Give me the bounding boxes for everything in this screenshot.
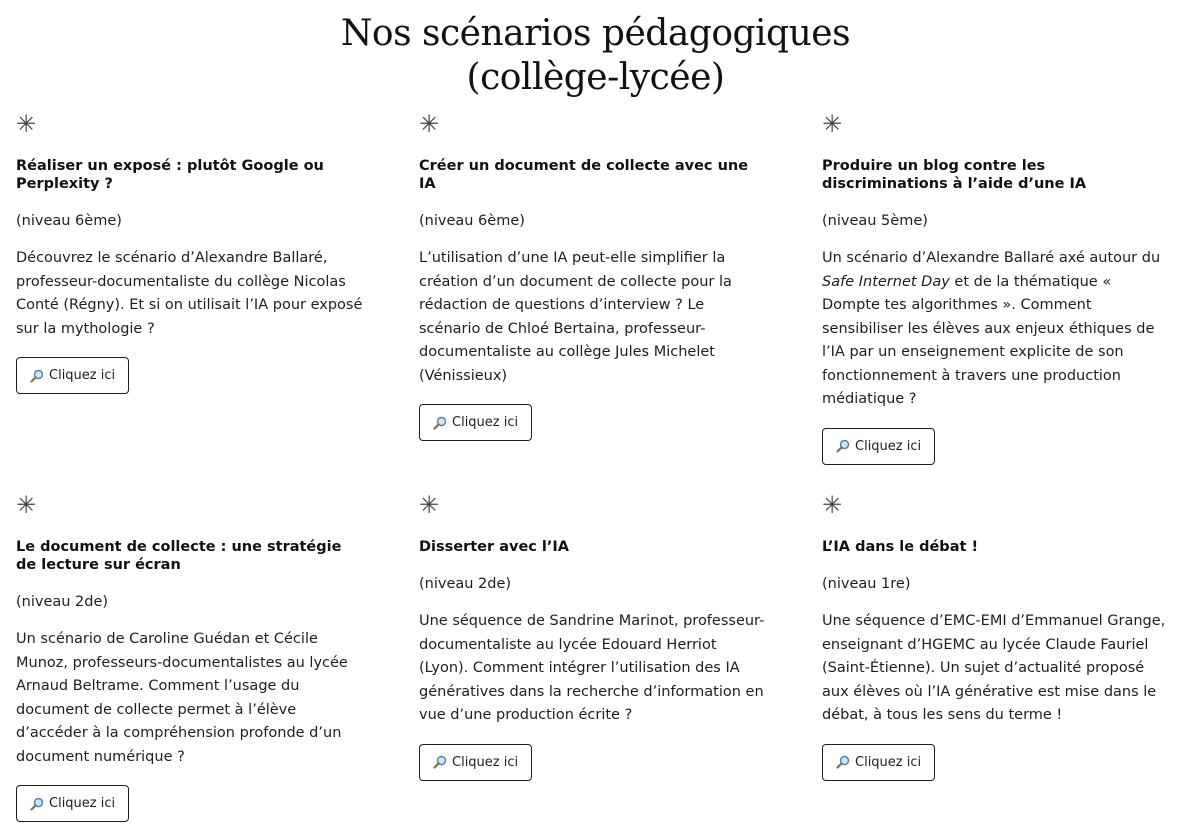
- description-text: et de la thématique « Dompte tes algorithmes ». Comment sensibiliser les élèves aux enjeux éthiques de l’IA par un enseignement explicite de son fonctionnement à travers une production médiatique ?: [822, 273, 1155, 407]
- magnifier-icon: [836, 439, 850, 453]
- card-level: (niveau 1re): [822, 576, 911, 592]
- button-label: Cliquez ici: [49, 796, 116, 811]
- asterisk-star-icon: ✳: [822, 110, 843, 138]
- scenario-card-5: [419, 491, 769, 781]
- button-label: Cliquez ici: [452, 415, 519, 430]
- cliquez-ici-button[interactable]: [822, 428, 935, 465]
- asterisk-star-icon: ✳: [419, 491, 440, 519]
- button-label: Cliquez ici: [452, 754, 519, 770]
- card-level: (niveau 2de): [419, 576, 512, 592]
- card-title: Produire un blog contre les discriminations à l’aide d’une IA: [822, 158, 1087, 192]
- scenario-card-4: [16, 491, 366, 822]
- scenario-card-6: [822, 491, 1172, 781]
- button-label: Cliquez ici: [855, 438, 922, 454]
- button-label: Cliquez ici: [855, 754, 922, 770]
- card-level: (niveau 2de): [16, 594, 109, 610]
- scenario-card-3: [822, 110, 1172, 465]
- cliquez-ici-button[interactable]: [419, 404, 532, 441]
- asterisk-star-icon: ✳: [16, 491, 37, 519]
- card-description: [822, 247, 1172, 412]
- card-description: Découvrez le scénario d’Alexandre Ballaré, professeur-documentaliste du collège Nicolas Conté (Régny). Et si on utilisait l’IA pour exposé sur la mythologie ?: [16, 250, 363, 337]
- page-title-line-1: Nos scénarios pédagogiques: [340, 13, 851, 54]
- card-title: Réaliser un exposé : plutôt Google ou Perplexity ?: [16, 158, 324, 192]
- button-label: Cliquez ici: [49, 368, 116, 383]
- description-emphasis: Safe Internet Day: [822, 273, 950, 290]
- scenario-card-1: [16, 110, 366, 394]
- asterisk-star-icon: ✳: [822, 491, 843, 519]
- cliquez-ici-button[interactable]: [16, 357, 129, 394]
- card-level: (niveau 6ème): [16, 213, 122, 229]
- card-description: Une séquence d’EMC-EMI d’Emmanuel Grange, enseignant d’HGEMC au lycée Claude Fauriel (Saint-Étienne). Un sujet d’actualité proposé aux élèves où l’IA générative est mise dans le débat, à tous les sens du terme !: [822, 613, 1166, 723]
- card-title: L’IA dans le débat !: [822, 539, 979, 555]
- magnifier-icon: [433, 416, 447, 430]
- card-title: Créer un document de collecte avec une IA: [419, 158, 749, 192]
- cliquez-ici-button[interactable]: [16, 785, 129, 822]
- cliquez-ici-button[interactable]: [822, 744, 935, 781]
- page-title-line-2: (collège-lycée): [466, 57, 725, 98]
- asterisk-star-icon: ✳: [419, 110, 440, 138]
- card-title: Le document de collecte : une stratégie de lecture sur écran: [16, 539, 342, 573]
- page-title: [0, 12, 1191, 100]
- magnifier-icon: [30, 797, 44, 811]
- cliquez-ici-button[interactable]: [419, 744, 532, 781]
- magnifier-icon: [836, 755, 850, 769]
- asterisk-star-icon: ✳: [16, 110, 37, 138]
- card-description: L’utilisation d’une IA peut-elle simplifier la création d’un document de collecte pour la rédaction de questions d’interview ? Le scénario de Chloé Bertaina, professeur-documentaliste au collège Jules Michelet (Vénissieux): [419, 250, 732, 384]
- description-text: Un scénario d’Alexandre Ballaré axé autour du: [822, 250, 1161, 266]
- card-description: Un scénario de Caroline Guédan et Cécile Munoz, professeurs-documentalistes au lycée Arnaud Beltrame. Comment l’usage du document de collecte permet à l’élève d’accéder à la compréhension profonde d’un document numérique ?: [16, 631, 348, 765]
- scenario-card-2: [419, 110, 769, 441]
- magnifier-icon: [433, 755, 447, 769]
- card-title: Disserter avec l’IA: [419, 539, 570, 555]
- card-description: Une séquence de Sandrine Marinot, professeur-documentaliste au lycée Edouard Herriot (Lyon). Comment intégrer l’utilisation des IA génératives dans la recherche d’information en vue d’une production écrite ?: [419, 613, 765, 723]
- card-level: (niveau 5ème): [822, 213, 928, 229]
- magnifier-icon: [30, 369, 44, 383]
- card-level: (niveau 6ème): [419, 213, 525, 229]
